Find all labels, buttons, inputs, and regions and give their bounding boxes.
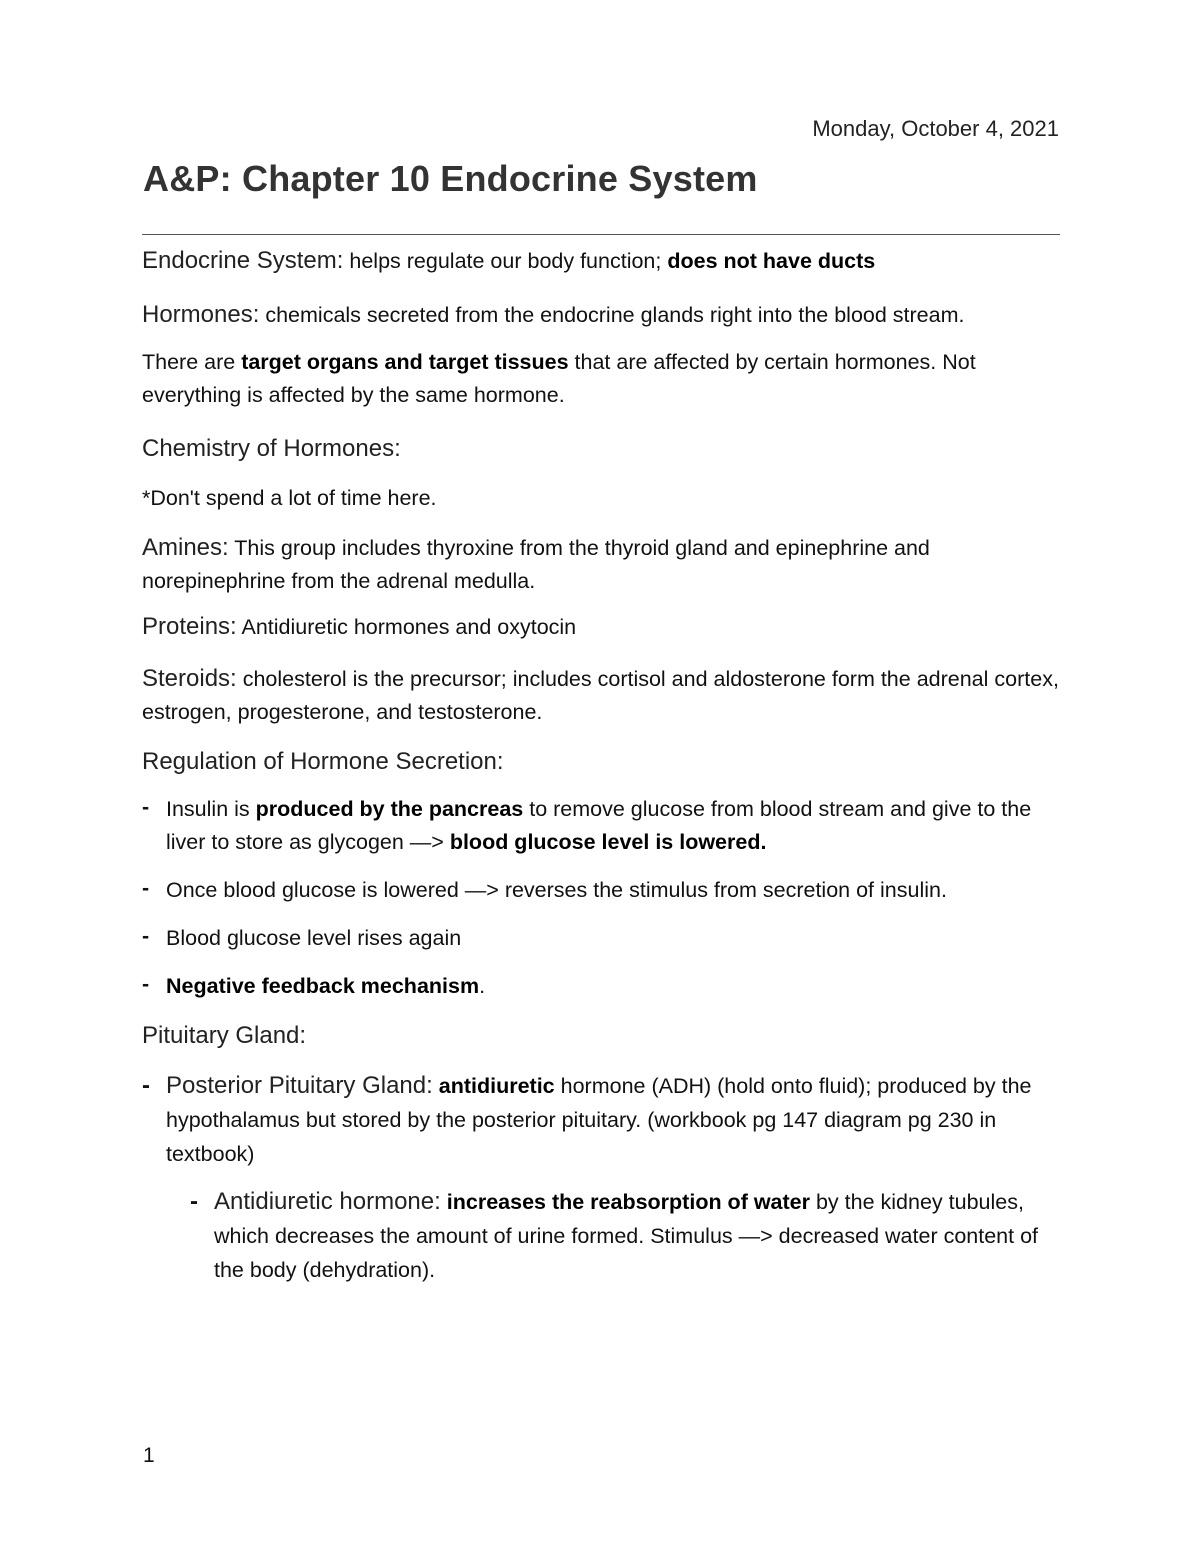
regulation-bullet-insulin — [142, 793, 1060, 859]
b1-mid: to remove glucose from blood stream and give to the liver to store as glycogen —> — [166, 797, 1032, 854]
amines-paragraph — [142, 531, 1060, 598]
proteins-text: Antidiuretic hormones and oxytocin — [236, 615, 577, 639]
page-number: 1 — [143, 1444, 155, 1467]
endocrine-text: helps regulate our body function; — [343, 249, 668, 273]
steroids-term: Steroids: — [142, 665, 237, 692]
posterior-text: hormone (ADH) (hold onto fluid); produced by the hypothalamus but stored by the posterior pituitary. (workbook pg 147 diagram pg 230 in textbook) — [166, 1074, 1032, 1166]
hormones-term: Hormones: — [142, 301, 260, 328]
regulation-bullet-lowered: - Once blood glucose is lowered —> reverses the stimulus from secretion of insulin. — [142, 874, 1060, 907]
adh-text: by the kidney tubules, which decreases the amount of urine formed. Stimulus —> decreased water content of the body (dehydration). — [214, 1190, 1039, 1282]
note-date: Monday, October 4, 2021 — [812, 116, 1059, 141]
b4-post: . — [479, 974, 486, 998]
target-pre: There are — [142, 350, 242, 374]
steroids-paragraph — [142, 662, 1060, 729]
b1-bold: produced by the pancreas — [255, 797, 524, 821]
hormones-text: chemicals secreted from the endocrine glands right into the blood stream. — [259, 303, 965, 327]
note-body — [142, 244, 1060, 1287]
endocrine-definition — [142, 244, 1060, 278]
page-title: A&P: Chapter 10 Endocrine System — [143, 158, 758, 199]
chemistry-note: *Don't spend a lot of time here. — [142, 486, 437, 510]
regulation-bullet-rises: - Blood glucose level rises again — [142, 922, 1060, 955]
target-organs-paragraph — [142, 346, 1060, 412]
amines-text: This group includes thyroxine from the thyroid gland and epinephrine and norepinephrine from the adrenal medulla. — [142, 536, 930, 593]
title-divider — [142, 234, 1060, 235]
regulation-heading: Regulation of Hormone Secretion: — [142, 748, 504, 775]
proteins-term: Proteins: — [142, 613, 237, 640]
regulation-bullet-feedback — [142, 970, 1060, 1003]
posterior-pituitary-bullet — [142, 1069, 1060, 1171]
target-bold: target organs and target tissues — [241, 350, 569, 374]
proteins-paragraph — [142, 610, 1060, 644]
b1-bold2: blood glucose level is lowered. — [449, 830, 767, 854]
endocrine-bold: does not have ducts — [667, 249, 876, 273]
target-post: that are affected by certain hormones. Not everything is affected by the same hormone. — [142, 350, 976, 407]
adh-term: Antidiuretic hormone: — [214, 1188, 441, 1215]
b1-pre: Insulin is — [166, 797, 256, 821]
posterior-term: Posterior Pituitary Gland: — [166, 1072, 433, 1099]
steroids-text: cholesterol is the precursor; includes cortisol and aldosterone form the adrenal cortex, estrogen, progesterone, and testosterone. — [142, 667, 1059, 724]
posterior-bold: antidiuretic — [438, 1074, 555, 1098]
hormones-definition — [142, 298, 1060, 332]
pituitary-heading: Pituitary Gland: — [142, 1022, 307, 1049]
b4-bold: Negative feedback mechanism — [166, 974, 480, 998]
amines-term: Amines: — [142, 534, 229, 561]
chemistry-heading: Chemistry of Hormones: — [142, 435, 401, 462]
endocrine-term: Endocrine System: — [142, 247, 344, 274]
adh-sub-bullet — [190, 1185, 1060, 1287]
adh-bold: increases the reabsorption of water — [446, 1190, 810, 1214]
